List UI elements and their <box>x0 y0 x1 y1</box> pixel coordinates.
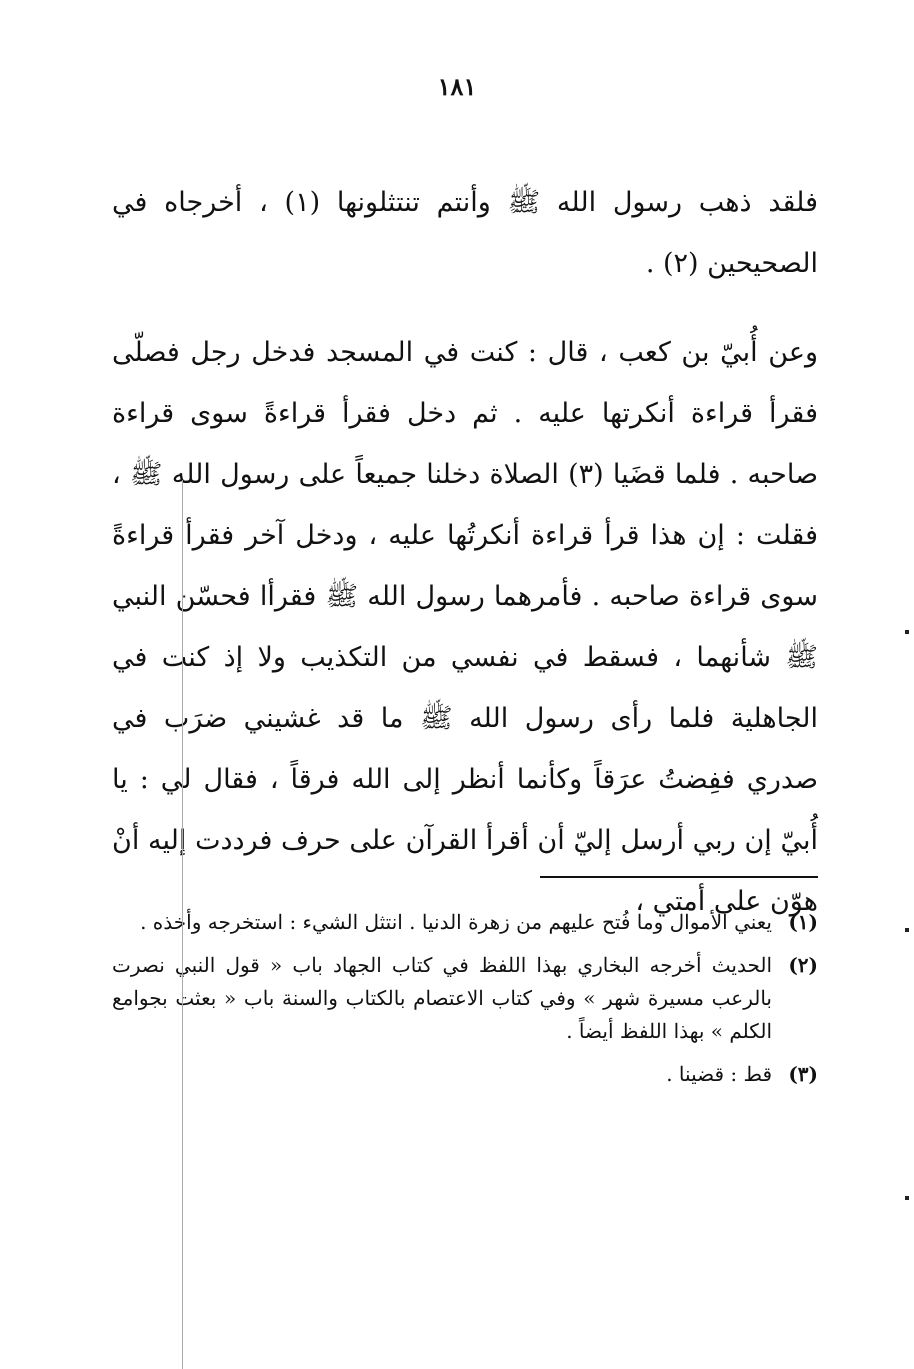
paragraph-1: فلقد ذهب رسول الله ﷺ وأنتم تنتثلونها (١) ، أخرجاه في الصحيحين (٢) . <box>112 187 818 279</box>
footnote-1 <box>112 906 818 939</box>
footnote-2 <box>112 949 818 1048</box>
main-text <box>112 172 818 932</box>
footnotes <box>112 906 818 1101</box>
page-number: ١٨١ <box>437 72 477 101</box>
binding-crease-line <box>182 480 183 1369</box>
paragraph-2: وعن أُبيّ بن كعب ، قال : كنت في المسجد فدخل رجل فصلّى فقرأ قراءة أنكرتها عليه . ثم دخل فقرأ قراءةً سوى قراءة صاحبه . فلما قضَيا (٣) الصلاة دخلنا جميعاً على رسول الله ﷺ ، فقلت : إن هذا قرأ قراءة أنكرتُها عليه ، ودخل آخر فقرأ قراءةً سوى قراءة صاحبه . فأمرهما رسول الله ﷺ فقرأا فحسّن النبي ﷺ شأنهما ، فسقط في نفسي من التكذيب ولا إذ كنت في الجاهلية فلما رأى رسول الله ﷺ ما قد غشيني ضرَب في صدري ففِضتُ عرَقاً وكأنما أنظر إلى الله فرقاً ، فقال لي : يا أُبيّ إن ربي أرسل إليّ أن أقرأ القرآن على حرف فرددت إليه أنْ هوّن على أمتي ، <box>112 337 818 917</box>
footnote-text: قط : قضينا . <box>666 1062 772 1086</box>
scan-edge-mark <box>905 928 909 932</box>
footnote-number: (٣) <box>788 1062 818 1086</box>
scan-edge-mark <box>905 1196 909 1200</box>
footnote-number: (٢) <box>788 953 818 977</box>
footnote-separator <box>540 876 818 878</box>
footnote-text: الحديث أخرجه البخاري بهذا اللفظ في كتاب الجهاد باب « قول النبي نصرت بالرعب مسيرة شهر » وفي كتاب الاعتصام بالكتاب والسنة باب « بعثت بجوامع الكلم » بهذا اللفظ أيضاً . <box>112 953 772 1043</box>
footnote-3 <box>112 1058 818 1091</box>
footnote-text: يعني الأموال وما فُتح عليهم من زهرة الدنيا . انتثل الشيء : استخرجه وأخذه . <box>140 910 772 934</box>
scan-edge-mark <box>905 630 909 634</box>
footnote-number: (١) <box>788 910 818 934</box>
